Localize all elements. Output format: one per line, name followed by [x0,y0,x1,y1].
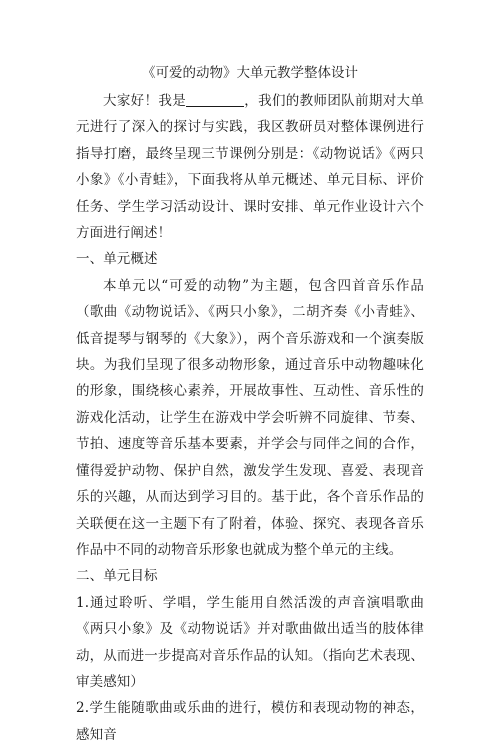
section-heading-overview: 一、单元概述 [76,251,158,268]
name-blank-line [186,92,244,107]
intro-text-start: 大家好！我是 [103,93,187,109]
document-title: 《可爱的动物》大单元教学整体设计 [142,65,358,81]
section-heading-goals: 二、单元目标 [76,568,158,585]
intro-paragraph [76,88,424,246]
overview-paragraph: 本单元以“可爱的动物”为主题，包含四首音乐作品（歌曲《动物说话》、《两只小象》，二胡齐奏《小青蛙》、低音提琴与钢琴的《大象》），两个音乐游戏和一个演奏版块。为我们呈现了很多动物形象，通过音乐中动物趣味化的形象，围绕核心素养，开展故事性、互动性、音乐性的游戏化活动，让学生在游戏中学会听辨不同旋律、节奏、节拍、速度等音乐基本要素，并学会与同伴之间的合作，懂得爱护动物、保护自然，激发学生发现、喜爱、表现音乐的兴趣，从而达到学习目的。基于此，各个音乐作品的关联便在这一主题下有了附着，体验、探究、表现各音乐作品中不同的动物音乐形象也就成为整个单元的主线。 [76,277,424,558]
document-body [76,60,424,748]
goal-item-1: 1.通过聆听、学唱，学生能用自然活泼的声音演唱歌曲《两只小象》及《动物说话》并对歌曲做出适当的肢体律动，从而进一步提高对音乐作品的认知。（指向艺术表现、审美感知） [76,594,424,690]
intro-text-rest: ，我们的教师团队前期对大单元进行了深入的探讨与实践，我区教研员对整体课例进行指导打磨，最终呈现三节课例分别是：《动物说话》《两只小象》《小青蛙》，下面我将从单元概述、单元目标、评价任务、学生学习活动设计、课时安排、单元作业设计六个方面进行阐述！ [76,93,424,242]
goal-item-2: 2.学生能随歌曲或乐曲的进行，模仿和表现动物的神态，感知音 [76,700,424,743]
